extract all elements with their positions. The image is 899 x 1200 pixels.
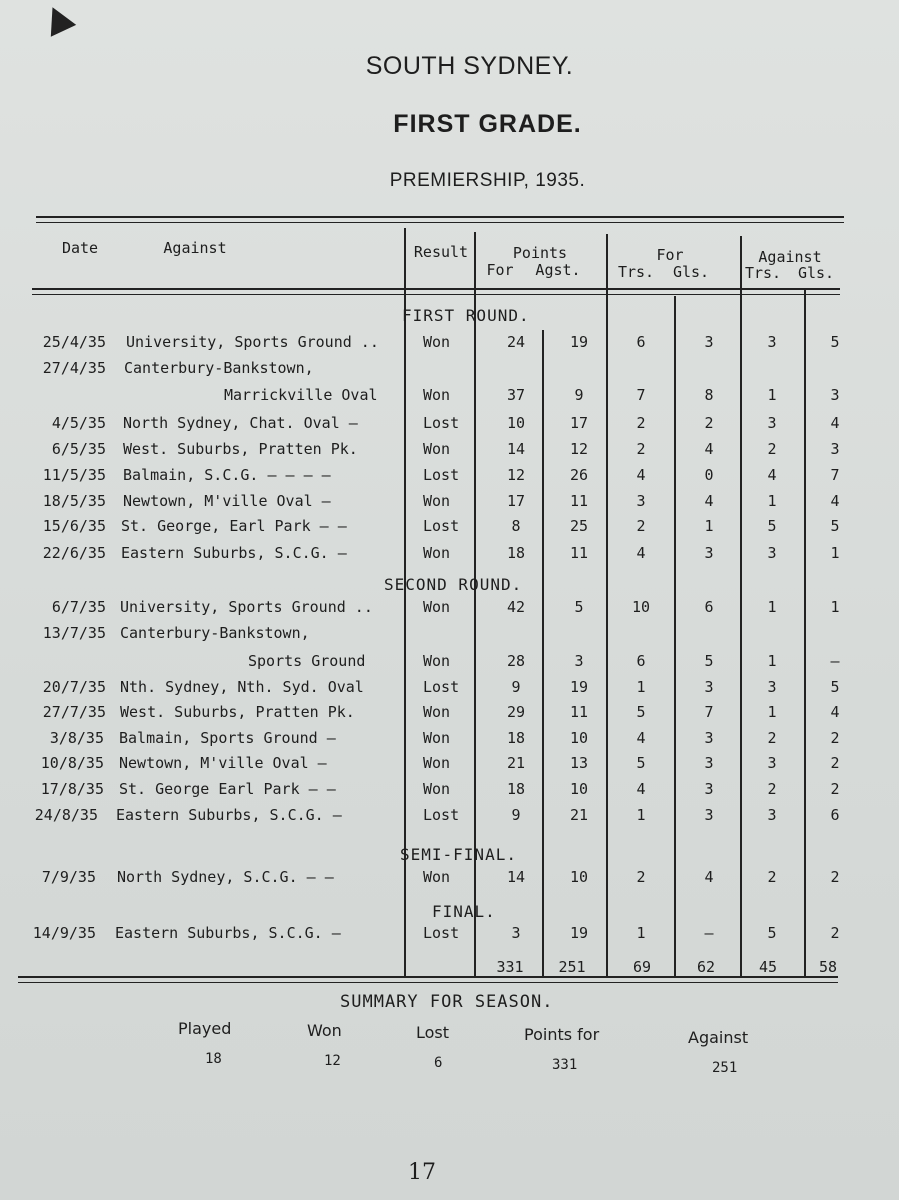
row-result: Won <box>423 652 451 670</box>
row-against-gls: 3 <box>830 440 840 458</box>
row-against-gls: 2 <box>830 924 840 942</box>
row-against: West. Suburbs, Pratten Pk. <box>123 440 358 458</box>
row-date: 15/6/35 <box>42 517 106 535</box>
row-for-gls: 7 <box>704 703 714 721</box>
row-date: 24/8/35 <box>34 806 98 824</box>
row-result: Won <box>423 440 451 458</box>
row-points-for: 14 <box>506 440 526 458</box>
row-for-gls: 4 <box>704 492 714 510</box>
row-for-trs: 4 <box>636 729 646 747</box>
row-against: St. George, Earl Park — — <box>121 517 347 535</box>
row-result: Won <box>423 492 451 510</box>
row-against-trs: 1 <box>767 598 777 616</box>
summary-points-for-label: Points for <box>524 1025 600 1044</box>
row-for-trs: 6 <box>636 652 646 670</box>
row-date: 18/5/35 <box>42 492 106 510</box>
col-against-trs: Trs. <box>744 264 782 282</box>
summary-won-label: Won <box>307 1021 342 1040</box>
row-against-trs: 3 <box>767 806 777 824</box>
row-against: University, Sports Ground .. <box>126 333 379 351</box>
col-for-gls: Gls. <box>672 263 710 281</box>
row-points-agst: 11 <box>569 544 589 562</box>
row-points-for: 29 <box>506 703 526 721</box>
row-points-for: 14 <box>506 868 526 886</box>
row-against-gls: 4 <box>830 414 840 432</box>
row-result: Lost <box>423 517 460 535</box>
row-result: Won <box>423 754 451 772</box>
total-against-gls: 58 <box>818 958 838 976</box>
col-points: Points <box>512 244 568 262</box>
row-against-gls: 1 <box>830 544 840 562</box>
row-date: 20/7/35 <box>42 678 106 696</box>
row-against-gls: 3 <box>830 386 840 404</box>
row-points-for: 21 <box>506 754 526 772</box>
total-against-trs: 45 <box>758 958 778 976</box>
row-result: Won <box>423 780 451 798</box>
table-top-rule <box>36 216 844 218</box>
row-against-trs: 1 <box>767 386 777 404</box>
row-points-for: 3 <box>511 924 521 942</box>
row-for-gls: — <box>704 924 714 942</box>
row-against: Newtown, M'ville Oval — <box>123 492 331 510</box>
row-points-for: 17 <box>506 492 526 510</box>
col-rule-against <box>740 236 742 977</box>
row-points-for: 10 <box>506 414 526 432</box>
col-for: For <box>656 246 684 264</box>
total-points-for: 331 <box>496 958 524 976</box>
row-against-trs: 1 <box>767 703 777 721</box>
row-for-gls: 6 <box>704 598 714 616</box>
row-against-trs: 3 <box>767 678 777 696</box>
row-for-gls: 1 <box>704 517 714 535</box>
row-points-agst: 19 <box>569 924 589 942</box>
row-against-gls: 1 <box>830 598 840 616</box>
row-against-gls: 7 <box>830 466 840 484</box>
row-against-trs: 3 <box>767 414 777 432</box>
row-against-trs: 1 <box>767 652 777 670</box>
summary-played: 18 <box>205 1051 222 1067</box>
grade-title: FIRST GRADE. <box>393 110 582 138</box>
row-against-trs: 3 <box>767 544 777 562</box>
row-points-agst: 9 <box>574 386 584 404</box>
row-points-agst: 5 <box>574 598 584 616</box>
row-against: Newtown, M'ville Oval — <box>119 754 327 772</box>
corner-mark-icon <box>40 1 76 36</box>
row-date: 14/9/35 <box>32 924 96 942</box>
row-for-trs: 1 <box>636 924 646 942</box>
row-for-trs: 2 <box>636 517 646 535</box>
row-for-gls: 3 <box>704 754 714 772</box>
summary-against-label: Against <box>688 1028 749 1047</box>
row-against: University, Sports Ground .. <box>120 598 373 616</box>
section-first-round: FIRST ROUND. <box>402 306 530 325</box>
row-against: Sports Ground <box>248 652 366 670</box>
col-result: Result <box>413 243 469 261</box>
row-against-gls: 4 <box>830 703 840 721</box>
section-semi-final: SEMI-FINAL. <box>400 845 517 864</box>
row-date: 10/8/35 <box>40 754 104 772</box>
row-for-gls: 3 <box>704 678 714 696</box>
col-against-group: Against <box>758 248 822 266</box>
row-against-trs: 3 <box>767 754 777 772</box>
row-points-agst: 10 <box>569 780 589 798</box>
row-date: 11/5/35 <box>42 466 106 484</box>
row-against-trs: 4 <box>767 466 777 484</box>
row-against-gls: 5 <box>830 517 840 535</box>
row-against-gls: — <box>830 652 840 670</box>
col-rule-for <box>606 234 608 977</box>
page-number: 17 <box>408 1160 436 1185</box>
row-points-for: 18 <box>506 729 526 747</box>
row-against: North Sydney, S.C.G. — — <box>117 868 334 886</box>
col-points-agst: Agst. <box>535 261 581 279</box>
row-points-for: 12 <box>506 466 526 484</box>
row-result: Won <box>423 333 451 351</box>
row-against-gls: 4 <box>830 492 840 510</box>
row-for-trs: 2 <box>636 440 646 458</box>
summary-lost: 6 <box>434 1055 443 1071</box>
row-points-for: 24 <box>506 333 526 351</box>
section-final: FINAL. <box>432 902 496 921</box>
row-for-trs: 1 <box>636 806 646 824</box>
row-against: St. George Earl Park — — <box>119 780 336 798</box>
row-against-gls: 2 <box>830 780 840 798</box>
row-points-for: 42 <box>506 598 526 616</box>
summary-won: 12 <box>324 1053 341 1069</box>
row-for-gls: 0 <box>704 466 714 484</box>
summary-lost-label: Lost <box>416 1023 450 1042</box>
row-against: Canterbury-Bankstown, <box>120 624 310 642</box>
row-points-agst: 13 <box>569 754 589 772</box>
row-against-gls: 2 <box>830 754 840 772</box>
total-points-agst: 251 <box>558 958 586 976</box>
summary-title: SUMMARY FOR SEASON. <box>340 992 554 1012</box>
row-for-trs: 4 <box>636 780 646 798</box>
row-points-agst: 3 <box>574 652 584 670</box>
row-points-for: 37 <box>506 386 526 404</box>
competition-title: PREMIERSHIP, 1935. <box>389 170 586 191</box>
row-points-for: 9 <box>511 678 521 696</box>
row-against: Canterbury-Bankstown, <box>124 359 314 377</box>
row-for-gls: 3 <box>704 544 714 562</box>
row-against-trs: 2 <box>767 868 777 886</box>
row-against-trs: 2 <box>767 440 777 458</box>
header-bottom-rule-2 <box>32 294 840 295</box>
row-for-gls: 3 <box>704 333 714 351</box>
row-for-trs: 1 <box>636 678 646 696</box>
col-rule-points <box>474 232 476 977</box>
row-against: Marrickville Oval <box>224 386 378 404</box>
row-for-trs: 4 <box>636 544 646 562</box>
row-for-gls: 4 <box>704 868 714 886</box>
row-date: 27/4/35 <box>42 359 106 377</box>
col-rule-against-mid <box>804 290 806 977</box>
row-for-trs: 6 <box>636 333 646 351</box>
row-date: 6/7/35 <box>51 598 106 616</box>
row-date: 22/6/35 <box>42 544 106 562</box>
row-for-trs: 2 <box>636 414 646 432</box>
header-bottom-rule <box>32 288 840 290</box>
col-for-trs: Trs. <box>617 263 655 281</box>
club-title: SOUTH SYDNEY. <box>365 52 574 80</box>
row-for-trs: 5 <box>636 754 646 772</box>
table-bottom-rule <box>18 976 838 978</box>
table-top-rule-2 <box>36 222 844 223</box>
row-points-agst: 10 <box>569 868 589 886</box>
row-against: Balmain, Sports Ground — <box>119 729 336 747</box>
col-date: Date <box>61 239 99 257</box>
row-against: Balmain, S.C.G. — — — — <box>123 466 331 484</box>
section-second-round: SECOND ROUND. <box>384 575 523 594</box>
summary-points-for: 331 <box>552 1057 578 1073</box>
row-against-gls: 5 <box>830 333 840 351</box>
row-date: 4/5/35 <box>51 414 106 432</box>
row-points-agst: 17 <box>569 414 589 432</box>
row-points-for: 18 <box>506 780 526 798</box>
row-result: Won <box>423 386 451 404</box>
row-against-trs: 3 <box>767 333 777 351</box>
row-against-trs: 1 <box>767 492 777 510</box>
col-rule-result <box>404 228 406 978</box>
row-date: 13/7/35 <box>42 624 106 642</box>
row-points-for: 28 <box>506 652 526 670</box>
row-for-trs: 10 <box>631 598 651 616</box>
row-date: 7/9/35 <box>41 868 96 886</box>
row-for-gls: 3 <box>704 806 714 824</box>
col-rule-points-mid <box>542 330 544 977</box>
row-result: Lost <box>423 678 460 696</box>
row-points-agst: 25 <box>569 517 589 535</box>
row-for-trs: 2 <box>636 868 646 886</box>
row-against-gls: 2 <box>830 729 840 747</box>
row-against-trs: 5 <box>767 517 777 535</box>
row-for-trs: 5 <box>636 703 646 721</box>
row-date: 3/8/35 <box>49 729 104 747</box>
row-against: West. Suburbs, Pratten Pk. <box>120 703 355 721</box>
row-against-gls: 5 <box>830 678 840 696</box>
row-against: North Sydney, Chat. Oval — <box>123 414 358 432</box>
row-points-agst: 11 <box>569 703 589 721</box>
row-against-trs: 5 <box>767 924 777 942</box>
row-against: Eastern Suburbs, S.C.G. — <box>121 544 347 562</box>
row-for-gls: 8 <box>704 386 714 404</box>
row-against-trs: 2 <box>767 780 777 798</box>
row-for-gls: 2 <box>704 414 714 432</box>
row-against: Nth. Sydney, Nth. Syd. Oval <box>120 678 364 696</box>
summary-against: 251 <box>712 1060 738 1076</box>
row-date: 17/8/35 <box>40 780 104 798</box>
row-points-for: 18 <box>506 544 526 562</box>
row-date: 6/5/35 <box>51 440 106 458</box>
row-date: 27/7/35 <box>42 703 106 721</box>
row-result: Won <box>423 544 451 562</box>
row-points-for: 9 <box>511 806 521 824</box>
row-against: Eastern Suburbs, S.C.G. — <box>116 806 342 824</box>
col-points-for: For <box>486 261 514 279</box>
row-against: Eastern Suburbs, S.C.G. — <box>115 924 341 942</box>
row-result: Lost <box>423 466 460 484</box>
row-for-gls: 5 <box>704 652 714 670</box>
row-for-gls: 4 <box>704 440 714 458</box>
table-bottom-rule-2 <box>18 982 838 983</box>
row-points-agst: 19 <box>569 678 589 696</box>
summary-played-label: Played <box>178 1019 232 1038</box>
row-against-gls: 2 <box>830 868 840 886</box>
row-points-agst: 19 <box>569 333 589 351</box>
row-for-trs: 7 <box>636 386 646 404</box>
col-against: Against <box>163 239 227 257</box>
row-for-trs: 4 <box>636 466 646 484</box>
row-points-agst: 12 <box>569 440 589 458</box>
row-date: 25/4/35 <box>42 333 106 351</box>
total-for-gls: 62 <box>696 958 716 976</box>
row-against-gls: 6 <box>830 806 840 824</box>
col-against-gls: Gls. <box>797 264 835 282</box>
row-points-agst: 26 <box>569 466 589 484</box>
row-for-gls: 3 <box>704 729 714 747</box>
col-rule-for-mid <box>674 296 676 977</box>
row-against-trs: 2 <box>767 729 777 747</box>
row-points-agst: 11 <box>569 492 589 510</box>
row-result: Lost <box>423 414 460 432</box>
row-result: Lost <box>423 924 460 942</box>
row-result: Won <box>423 703 451 721</box>
row-for-trs: 3 <box>636 492 646 510</box>
row-points-agst: 21 <box>569 806 589 824</box>
row-result: Won <box>423 868 451 886</box>
row-result: Won <box>423 729 451 747</box>
row-result: Lost <box>423 806 460 824</box>
row-result: Won <box>423 598 451 616</box>
row-points-agst: 10 <box>569 729 589 747</box>
row-points-for: 8 <box>511 517 521 535</box>
total-for-trs: 69 <box>632 958 652 976</box>
row-for-gls: 3 <box>704 780 714 798</box>
